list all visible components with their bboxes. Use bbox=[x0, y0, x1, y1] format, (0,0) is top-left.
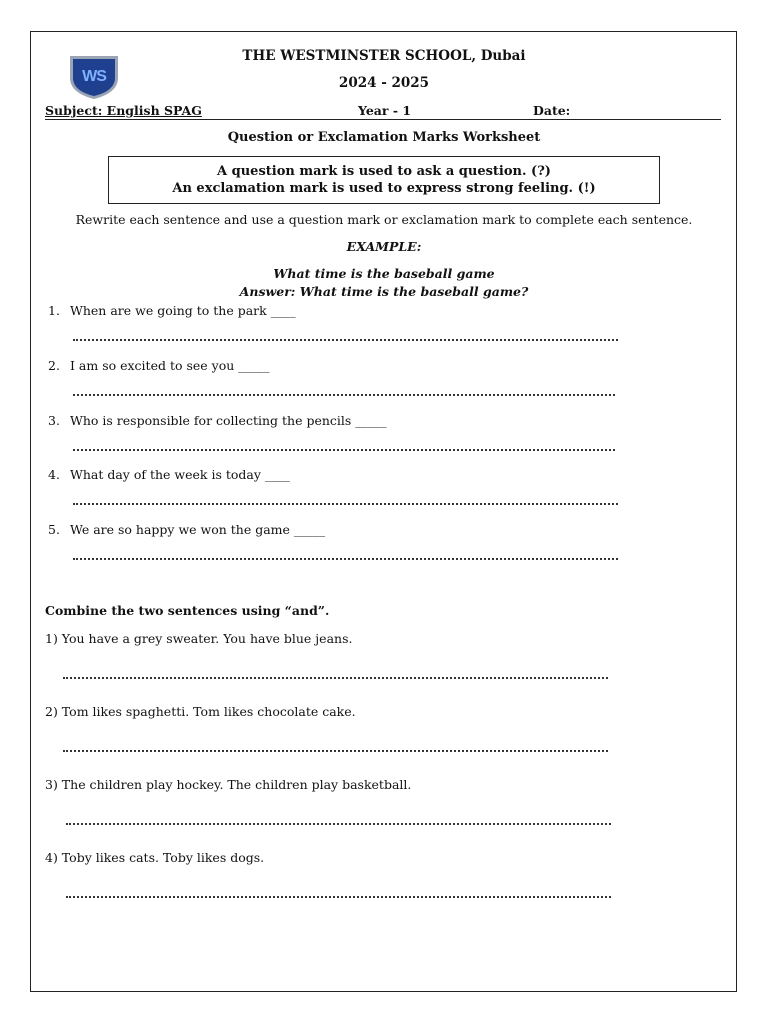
question-text: We are so happy we won the game _____ bbox=[70, 522, 326, 537]
answer-line[interactable] bbox=[66, 823, 611, 825]
rule-line-exclamation: An exclamation mark is used to express strong feeling. (!) bbox=[172, 181, 596, 196]
answer-line[interactable] bbox=[73, 503, 618, 505]
rule-box bbox=[108, 156, 660, 204]
answer-line[interactable] bbox=[73, 339, 618, 341]
question-number: 1. bbox=[48, 303, 60, 318]
rule-line-question: A question mark is used to ask a question. (?) bbox=[217, 164, 551, 179]
combine-item-text: 3) The children play hockey. The children play basketball. bbox=[45, 777, 412, 792]
header-meta-row bbox=[45, 103, 721, 120]
answer-line[interactable] bbox=[73, 558, 618, 560]
question-text: When are we going to the park ____ bbox=[70, 303, 296, 318]
combine-section-heading: Combine the two sentences using “and”. bbox=[45, 603, 330, 618]
example-label: EXAMPLE: bbox=[346, 239, 422, 254]
date-label: Date: bbox=[533, 103, 571, 118]
combine-item-text: 1) You have a grey sweater. You have blue jeans. bbox=[45, 631, 353, 646]
answer-line[interactable] bbox=[63, 677, 608, 679]
question-text: What day of the week is today ____ bbox=[70, 467, 290, 482]
worksheet-title: Question or Exclamation Marks Worksheet bbox=[227, 130, 541, 145]
logo-text: WS bbox=[82, 68, 106, 85]
school-year: 2024 - 2025 bbox=[338, 75, 430, 91]
example-answer: Answer: What time is the baseball game? bbox=[239, 284, 529, 299]
question-number: 4. bbox=[48, 467, 60, 482]
year-label: Year - 1 bbox=[358, 103, 412, 118]
answer-line[interactable] bbox=[73, 394, 615, 396]
subject-label: Subject: English SPAG bbox=[45, 103, 202, 118]
instruction-text: Rewrite each sentence and use a question mark or exclamation mark to complete each sentence. bbox=[75, 212, 693, 227]
answer-line[interactable] bbox=[63, 750, 608, 752]
combine-item-text: 4) Toby likes cats. Toby likes dogs. bbox=[45, 850, 265, 865]
question-number: 3. bbox=[48, 413, 60, 428]
example-sentence: What time is the baseball game bbox=[273, 266, 495, 281]
question-text: I am so excited to see you _____ bbox=[70, 358, 270, 373]
combine-item-text: 2) Tom likes spaghetti. Tom likes chocolate cake. bbox=[45, 704, 356, 719]
question-number: 2. bbox=[48, 358, 60, 373]
answer-line[interactable] bbox=[66, 896, 611, 898]
answer-line[interactable] bbox=[73, 449, 615, 451]
question-number: 5. bbox=[48, 522, 60, 537]
question-text: Who is responsible for collecting the pencils _____ bbox=[70, 413, 387, 428]
school-name: THE WESTMINSTER SCHOOL, Dubai bbox=[242, 48, 526, 64]
